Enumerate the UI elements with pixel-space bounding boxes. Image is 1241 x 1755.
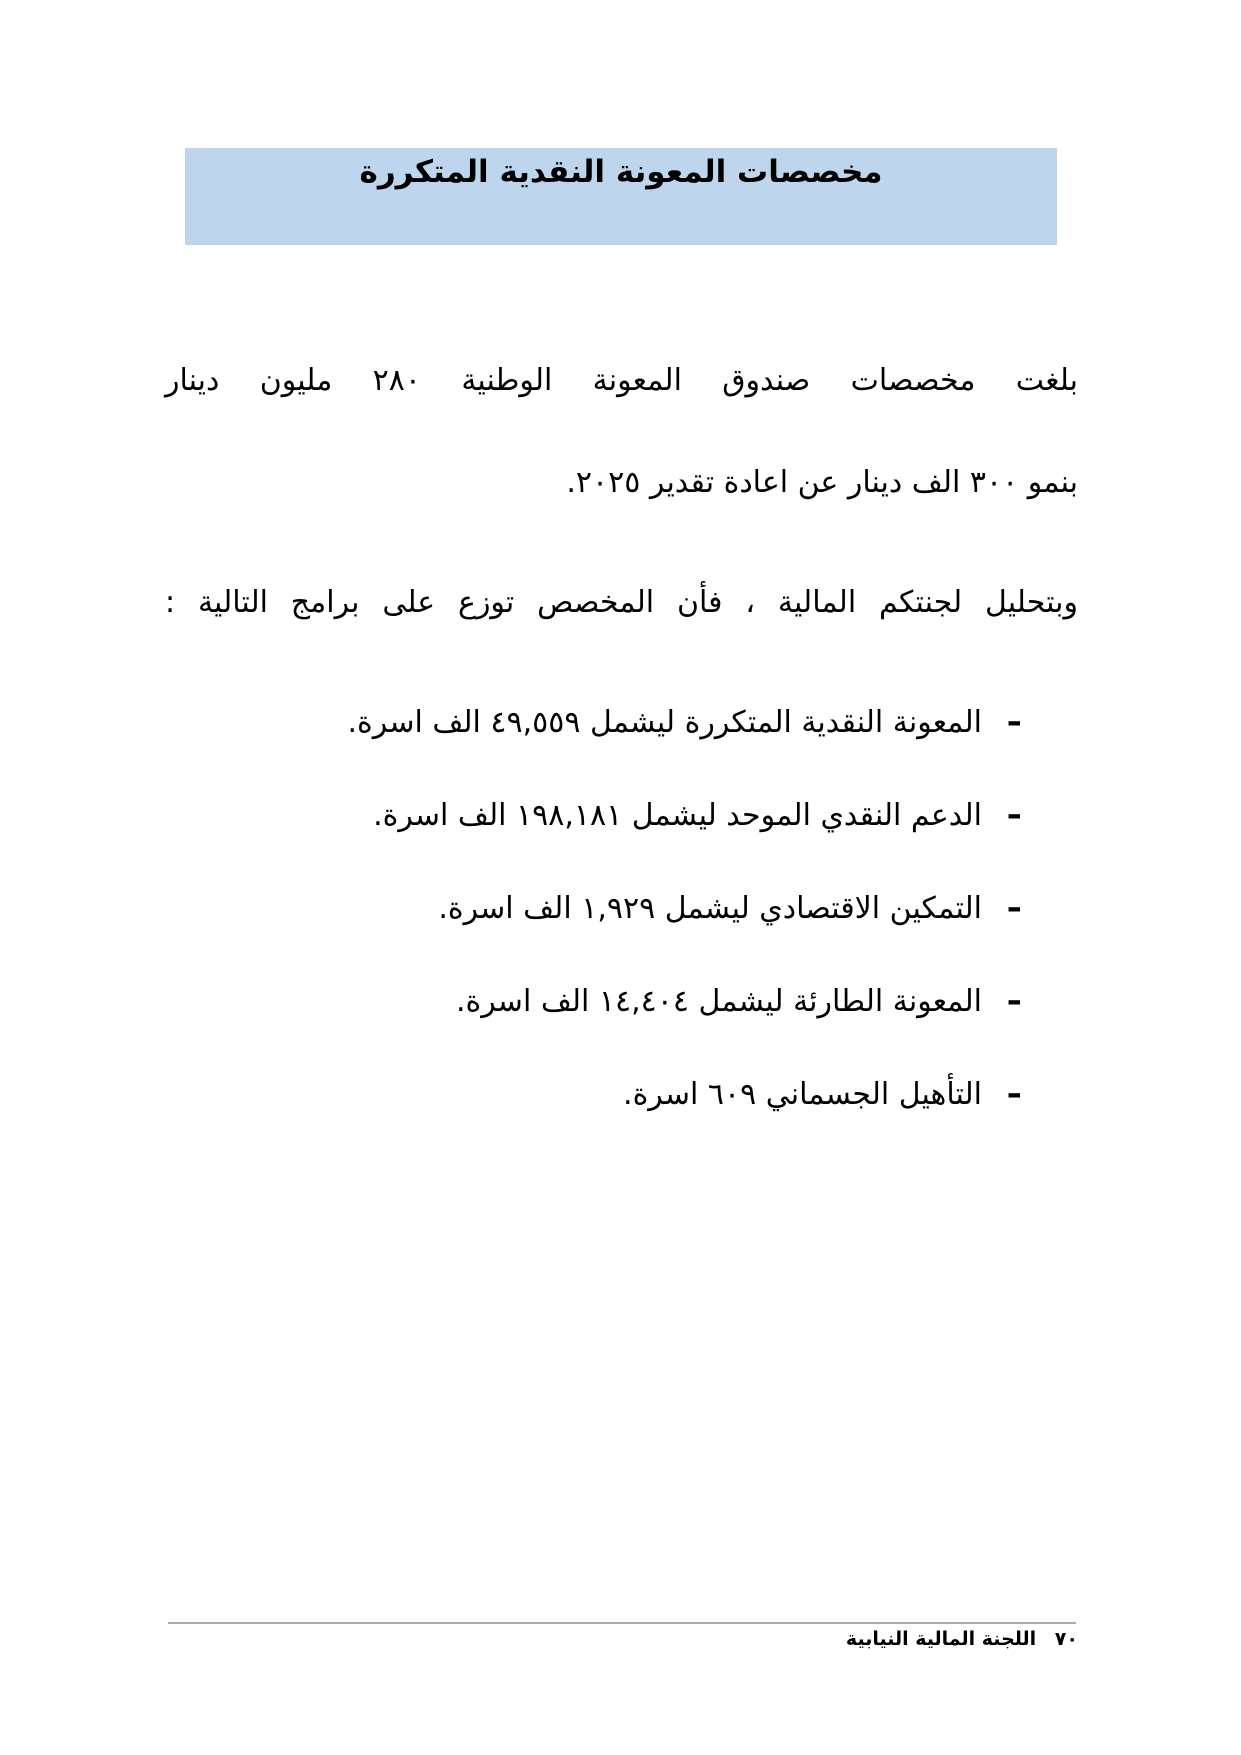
section-title: مخصصات المعونة النقدية المتكررة: [359, 154, 883, 190]
list-item-emergency-aid: [165, 981, 1078, 1074]
footer-committee-label: اللجنة المالية النيابية: [845, 1628, 1037, 1650]
section-title-box: [185, 148, 1057, 245]
page-number: ٧٠: [1054, 1628, 1078, 1650]
dash-bullet-icon: -: [1005, 798, 1022, 833]
paragraph-allocation-line2: بنمو ٣٠٠ الف دينار عن اعادة تقدير ٢٠٢٥.: [566, 465, 1078, 500]
dash-bullet-icon: -: [1005, 891, 1022, 926]
list-item-recurrent-cash-aid: [165, 702, 1078, 795]
dash-bullet-icon: -: [1005, 984, 1022, 1019]
dash-bullet-icon: -: [1005, 705, 1022, 740]
dash-bullet-icon: -: [1005, 1077, 1022, 1112]
list-item-text: التمكين الاقتصادي ليشمل ١,٩٢٩ الف اسرة.: [438, 891, 982, 926]
list-item-text: الدعم النقدي الموحد ليشمل ١٩٨,١٨١ الف اسرة.: [373, 798, 982, 833]
list-item-text: التأهيل الجسماني ٦٠٩ اسرة.: [623, 1077, 982, 1112]
list-item-economic-empowerment: [165, 888, 1078, 981]
paragraph-allocation-line1: بلغت مخصصات صندوق المعونة الوطنية ٢٨٠ مليون دينار: [165, 363, 1078, 398]
list-item-unified-cash-support: [165, 795, 1078, 888]
list-item-text: المعونة الطارئة ليشمل ١٤,٤٠٤ الف اسرة.: [456, 984, 982, 1019]
list-item-physical-rehabilitation: [165, 1074, 1078, 1167]
footer-divider: [168, 1622, 1076, 1624]
list-item-text: المعونة النقدية المتكررة ليشمل ٤٩,٥٥٩ الف اسرة.: [347, 705, 982, 740]
program-list: [165, 702, 1078, 1167]
paragraph-analysis-intro: وبتحليل لجنتكم المالية ، فأن المخصص توزع على برامج التالية :: [165, 585, 1078, 620]
page-footer: [846, 1628, 1078, 1650]
